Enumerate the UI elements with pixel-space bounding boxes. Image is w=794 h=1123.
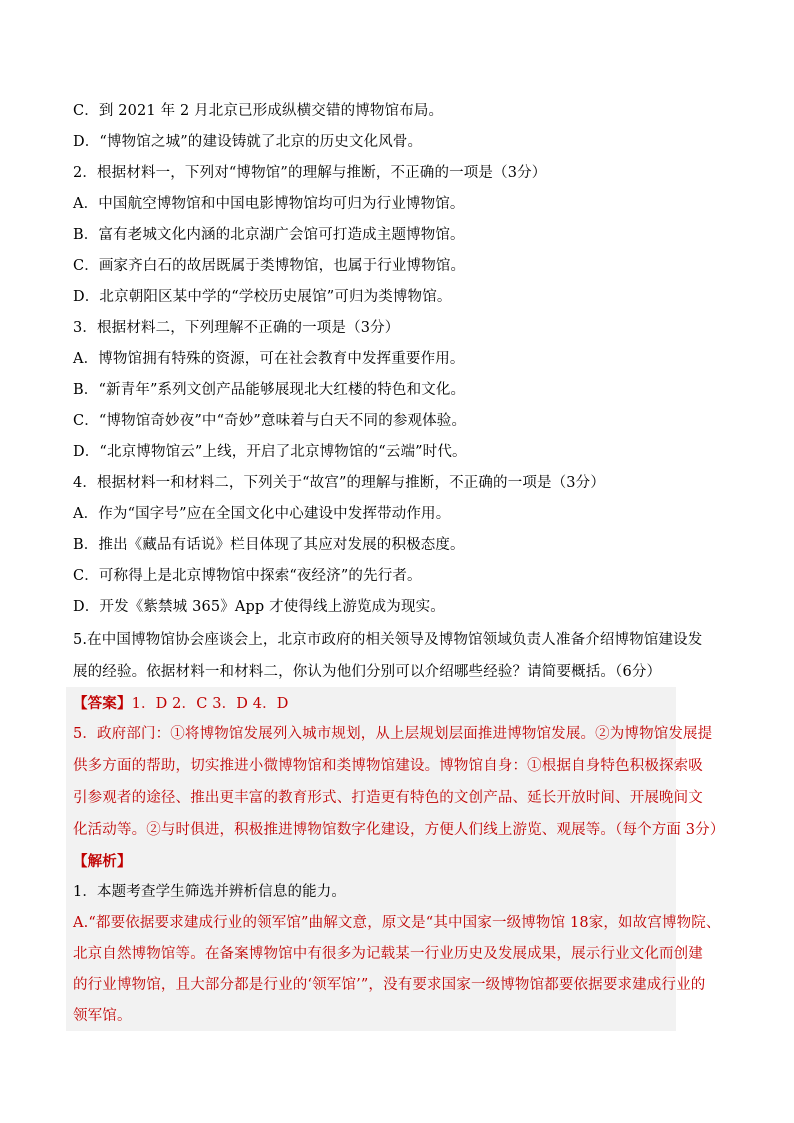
question-4-option-a: A．作为“国字号”应在全国文化中心建设中发挥带动作用。: [73, 506, 451, 522]
answer-5-line-3: 引参观者的途径、推出更丰富的教育形式、打造更有特色的文创产品、延长开放时间、开展晚间文: [73, 790, 703, 806]
analysis-line-5: 领军馆。: [73, 1008, 132, 1024]
question-2-option-d: D．北京朝阳区某中学的“学校历史展馆”可归为类博物馆。: [73, 289, 452, 305]
question-1-option-d: D．“博物馆之城”的建设铸就了北京的历史文化风骨。: [73, 134, 423, 150]
analysis-label: [73, 852, 684, 872]
answer-choices: 1．D 2．C 3．D 4．D: [131, 696, 289, 712]
answer-label: 【答案】: [73, 695, 132, 712]
question-2-option-a: A．中国航空博物馆和中国电影博物馆均可归为行业博物馆。: [73, 196, 465, 212]
answer-5-text-1: ①将博物馆发展列入城市规划，从上层规划层面推进博物馆发展。②为博物馆发展提: [170, 726, 713, 742]
question-4-stem: 4．根据材料一和材料二，下列关于“故宫”的理解与推断，不正确的一项是（3分）: [73, 475, 605, 491]
analysis-line-3: 北京自然博物馆等。在备案博物馆中有很多为记载某一行业历史及发展成果，展示行业文化而创建: [73, 946, 703, 962]
question-4-option-d: D．开发《紫禁城 365》App 才使得线上游览成为现实。: [73, 599, 445, 615]
question-3-option-c: C．“博物馆奇妙夜”中“奇妙”意味着与白天不同的参观体验。: [73, 413, 467, 429]
question-3-option-b: B．“新青年”系列文创产品能够展现北大红楼的特色和文化。: [73, 382, 466, 398]
question-1-option-c: C．到 2021 年 2 月北京已形成纵横交错的博物馆布局。: [73, 103, 444, 119]
question-3-stem: 3．根据材料二，下列理解不正确的一项是（3分）: [73, 320, 400, 336]
answer-5-line-4: 化活动等。②与时俱进，积极推进博物馆数字化建设，方便人们线上游览、观展等。（每个方面 3分）: [73, 822, 725, 838]
question-2-option-c: C．画家齐白石的故居既属于类博物馆，也属于行业博物馆。: [73, 258, 466, 274]
question-2-option-b: B．富有老城文化内涵的北京湖广会馆可打造成主题博物馆。: [73, 227, 465, 243]
question-3-option-a: A．博物馆拥有特殊的资源，可在社会教育中发挥重要作用。: [73, 351, 465, 367]
analysis-line-1: 1．本题考查学生筛选并辨析信息的能力。: [73, 884, 347, 900]
question-2-stem: 2．根据材料一，下列对“博物馆”的理解与推断，不正确的一项是（3分）: [73, 165, 547, 181]
answer-5-line-1: [73, 724, 713, 744]
question-5-stem-line-1: 5.在中国博物馆协会座谈会上，北京市政府的相关领导及博物馆领域负责人准备介绍博物馆建设发: [73, 632, 703, 648]
question-4-option-c: C．可称得上是北京博物馆中探索“夜经济”的先行者。: [73, 568, 422, 584]
answer-5-line-2: 供多方面的帮助，切实推进小微博物馆和类博物馆建设。博物馆自身：①根据自身特色积极探索吸: [73, 758, 703, 774]
answer-5-prefix: 5．政府部门：: [73, 726, 171, 742]
analysis-line-4: 的行业博物馆，且大部分都是行业的‘领军馆’”，没有要求国家一级博物馆都要依据要求建成行业的: [73, 977, 706, 993]
analysis-line-2: A.“都要依据要求建成行业的领军馆”曲解文意，原文是“其中国家一级博物馆 18家，如故宫博物院、: [73, 915, 721, 931]
question-3-option-d: D．“北京博物馆云”上线，开启了北京博物馆的“云端”时代。: [73, 444, 467, 460]
question-5-stem-line-2: 展的经验。依据材料一和材料二，你认为他们分别可以介绍哪些经验？请简要概括。（6分）: [73, 664, 662, 680]
analysis-label-text: 【解析】: [73, 853, 132, 870]
answer-choices-row: [73, 694, 684, 714]
question-4-option-b: B．推出《藏品有话说》栏目体现了其应对发展的积极态度。: [73, 537, 465, 553]
